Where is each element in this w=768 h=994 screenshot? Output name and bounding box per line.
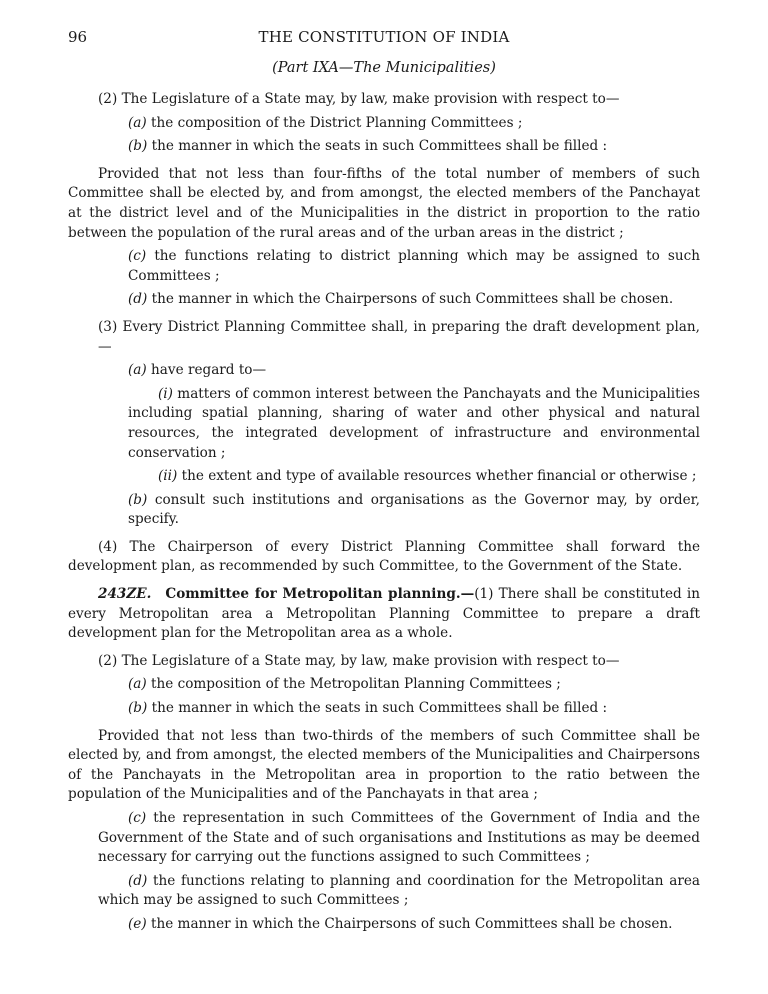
page-title: THE CONSTITUTION OF INDIA xyxy=(258,28,510,46)
page-number: 96 xyxy=(68,28,88,46)
proviso-2: Provided that not less than two-thirds of the members of such Committee shall be elected by, and from amongst, the elected members of the Municipalities and Chairpersons of the Panchayats in the Metropolitan area in proportion to the ratio between the population of the Municipalities and of the Panchayats in that area ; xyxy=(68,727,700,803)
part-subtitle: (Part IXA—The Municipalities) xyxy=(272,60,496,76)
clause-2a: (a) the composition of the District Planning Committees ; xyxy=(128,114,523,131)
clause-2: (2) The Legislature of a State may, by law, make provision with respect to— xyxy=(98,91,620,107)
clause-ze-2: (2) The Legislature of a State may, by law, make provision with respect to— xyxy=(98,652,620,669)
page-header xyxy=(68,27,700,47)
proviso-1: Provided that not less than four-fifths of the total number of members of such Committee shall be elected by, and from amongst, the elected members of the Panchayat at the district level and of the Municipalities in the district in proportion to the ratio between the population of the rural areas and of the urban areas in the district ; xyxy=(68,165,700,241)
clause-ze-2d: (d) the functions relating to planning and coordination for the Metropolitan area which may be assigned to such Committees ; xyxy=(98,872,700,909)
clause-ze-2a: (a) the composition of the Metropolitan Planning Committees ; xyxy=(128,676,561,693)
clause-4: (4) The Chairperson of every District Planning Committee shall forward the development plan, as recommended by such Committee, to the Government of the State. xyxy=(68,538,700,575)
clause-2d: (d) the manner in which the Chairpersons of such Committees shall be chosen. xyxy=(128,291,674,308)
clause-3b: (b) consult such institutions and organisations as the Governor may, by order, specify. xyxy=(128,491,700,528)
clause-2c: (c) the functions relating to district planning which may be assigned to such Committees ; xyxy=(128,248,700,284)
clause-ze-2c: (c) the representation in such Committees of the Government of India and the Government of the State and of such organisations and Institutions as may be deemed necessary for carrying out the functions assigned to such Committees ; xyxy=(98,810,700,866)
section-243ze: 243ZE. Committee for Metropolitan planning.—(1) There shall be constituted in every Metropolitan area a Metropolitan Planning Committee to prepare a draft development plan for the Metropolitan area as a whole. xyxy=(68,586,700,642)
clause-ze-2e: (e) the manner in which the Chairpersons of such Committees shall be chosen. xyxy=(128,915,673,932)
clause-3: (3) Every District Planning Committee shall, in preparing the draft development plan,— xyxy=(98,318,700,355)
section-title: Committee for Metropolitan planning.— xyxy=(165,586,475,603)
clause-3a: (a) have regard to— xyxy=(128,362,267,379)
document-body xyxy=(68,90,700,939)
clause-2b: (b) the manner in which the seats in such Committees shall be filled : xyxy=(128,138,608,155)
clause-3a-i: (i) matters of common interest between the Panchayats and the Municipalities including spatial planning, sharing of water and other physical and natural resources, the integrated development of infrastructure and environmental conservation ; xyxy=(128,385,700,461)
section-number: 243ZE. xyxy=(98,586,152,603)
clause-3a-ii: (ii) the extent and type of available resources whether financial or otherwise ; xyxy=(158,468,697,485)
clause-ze-2b: (b) the manner in which the seats in such Committees shall be filled : xyxy=(128,700,608,717)
